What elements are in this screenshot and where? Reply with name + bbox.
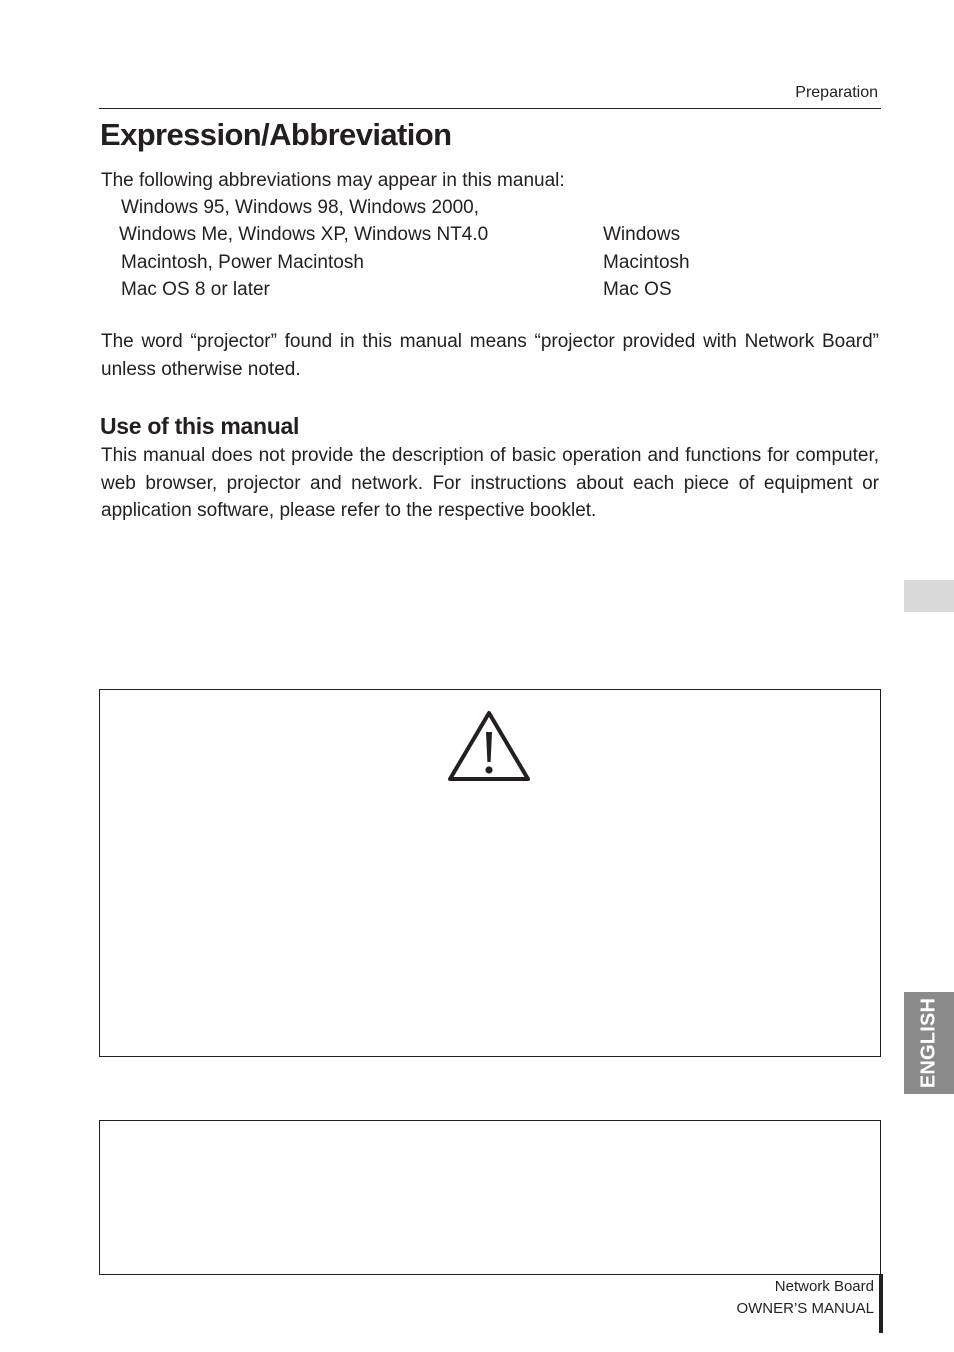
projector-note: The word “projector” found in this manual means “projector provided with Network Board” unless otherwise noted.: [101, 331, 879, 380]
abbreviation-row: [0, 252, 954, 279]
abbreviation-row: [0, 197, 954, 224]
abbreviation-full: Windows Me, Windows XP, Windows NT4.0: [119, 224, 489, 245]
abbreviation-short: Windows: [603, 224, 681, 245]
header-rule: [99, 108, 881, 109]
intro-text: The following abbreviations may appear in this manual:: [101, 170, 565, 191]
abbreviation-full: Windows 95, Windows 98, Windows 2000,: [121, 197, 479, 218]
footer-product: Network Board: [774, 1278, 874, 1295]
page-title: Expression/Abbreviation: [100, 117, 452, 152]
section-label: Preparation: [795, 84, 878, 101]
warning-triangle-icon: [446, 708, 532, 784]
footer-manual: OWNER’S MANUAL: [736, 1300, 874, 1317]
abbreviation-short: Macintosh: [603, 252, 690, 273]
abbreviation-row: [0, 279, 954, 306]
abbreviation-full: Mac OS 8 or later: [121, 279, 270, 300]
abbreviation-full: Macintosh, Power Macintosh: [121, 252, 364, 273]
abbreviation-row: [0, 224, 954, 251]
use-section-body: This manual does not provide the description of basic operation and functions for computer, web browser, projector and network. For instructions about each piece of equipment or application software, please refer to the respective booklet.: [101, 445, 879, 521]
language-tab-label: ENGLISH: [917, 997, 940, 1089]
footer-bar: [879, 1274, 883, 1333]
abbreviation-short: Mac OS: [603, 279, 672, 300]
use-section-heading: Use of this manual: [100, 413, 300, 439]
warning-box: [99, 689, 881, 1057]
side-tab-marker: [904, 580, 954, 612]
language-tab: [904, 992, 954, 1094]
note-box: [99, 1120, 881, 1275]
